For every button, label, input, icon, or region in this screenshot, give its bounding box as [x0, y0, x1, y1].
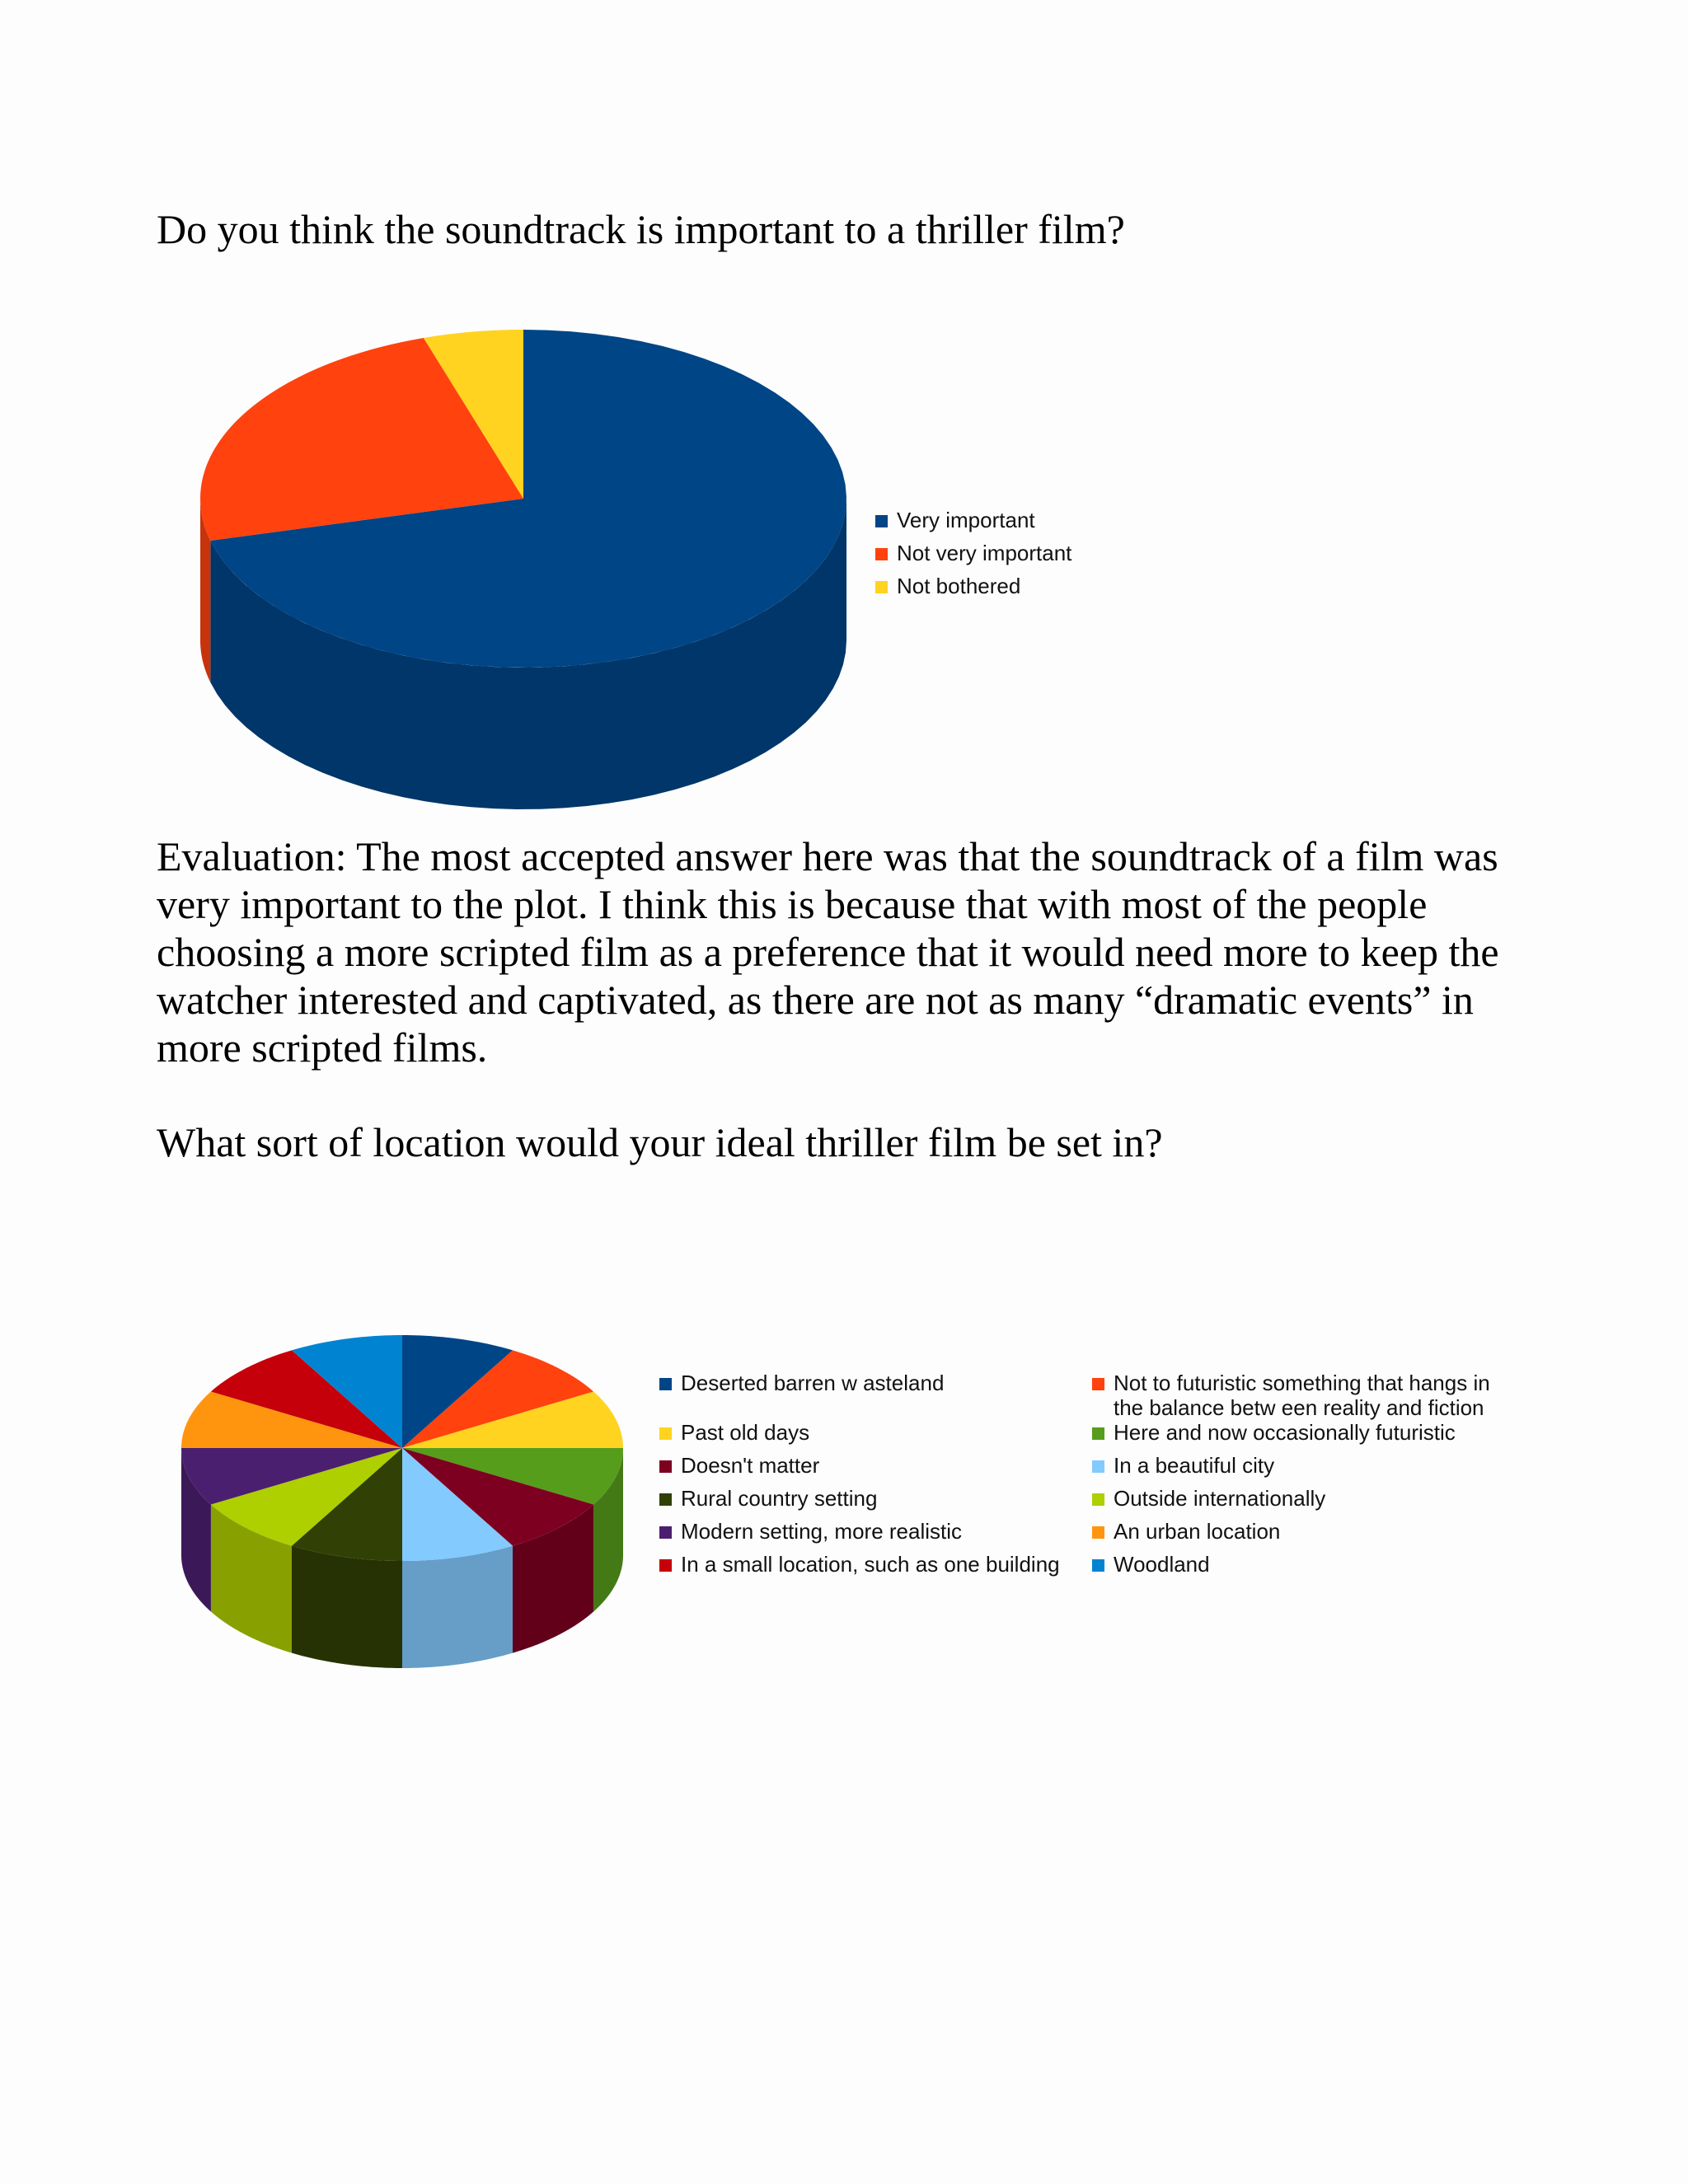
- legend-swatch: [659, 1460, 672, 1473]
- location-pie-chart: [173, 1327, 635, 1673]
- soundtrack-legend: [875, 508, 1071, 607]
- legend-swatch: [875, 581, 888, 593]
- location-legend: [659, 1371, 1521, 1585]
- location-legend-item: [1092, 1519, 1521, 1552]
- legend-swatch: [1092, 1378, 1104, 1390]
- location-legend-item: [1092, 1552, 1521, 1585]
- soundtrack-pie-chart: [190, 326, 849, 820]
- evaluation-paragraph: Evaluation: The most accepted answer here was that the soundtrack of a film was very important to the plot. I think this is because that with most of the people choosing a more scripted film as a preference that it would need more to keep the watcher interested and captivated, as there are not as many “dramatic events” in more scripted films.: [157, 833, 1499, 1071]
- legend-label: Very important: [897, 508, 1035, 532]
- legend-label: Not very important: [897, 541, 1072, 565]
- legend-label: Outside internationally: [1114, 1486, 1326, 1511]
- location-legend-item: [659, 1552, 1092, 1585]
- legend-label: Here and now occasionally futuristic: [1114, 1420, 1456, 1445]
- legend-swatch: [659, 1378, 672, 1390]
- legend-label: Past old days: [681, 1420, 810, 1445]
- location-legend-item: [1092, 1371, 1521, 1420]
- legend-swatch: [875, 515, 888, 527]
- legend-label: In a small location, such as one building: [681, 1552, 1060, 1577]
- location-legend-item: [659, 1486, 1092, 1519]
- legend-swatch: [1092, 1526, 1104, 1539]
- soundtrack-legend-item: [875, 541, 1071, 574]
- legend-label: Woodland: [1114, 1552, 1210, 1577]
- legend-swatch: [875, 548, 888, 560]
- legend-label: Not bothered: [897, 574, 1021, 598]
- legend-label: An urban location: [1114, 1519, 1281, 1544]
- legend-swatch: [659, 1493, 672, 1506]
- location-legend-item: [659, 1371, 1092, 1420]
- legend-swatch: [1092, 1427, 1104, 1440]
- question-soundtrack: Do you think the soundtrack is important to a thriller film?: [157, 206, 1125, 252]
- legend-label: Modern setting, more realistic: [681, 1519, 963, 1544]
- soundtrack-legend-item: [875, 574, 1071, 607]
- location-slice-side-5: [402, 1546, 513, 1668]
- legend-label: Not to futuristic something that hangs in the balance betw een reality and fiction: [1114, 1371, 1490, 1420]
- legend-swatch: [1092, 1460, 1104, 1473]
- legend-swatch: [659, 1559, 672, 1572]
- location-legend-item: [659, 1453, 1092, 1486]
- location-legend-item: [1092, 1420, 1521, 1453]
- legend-label: Rural country setting: [681, 1486, 878, 1511]
- soundtrack-legend-item: [875, 508, 1071, 541]
- legend-swatch: [659, 1526, 672, 1539]
- location-top: [181, 1335, 623, 1561]
- location-slice-side-6: [292, 1546, 402, 1668]
- location-legend-item: [1092, 1453, 1521, 1486]
- legend-label: In a beautiful city: [1114, 1453, 1275, 1478]
- legend-swatch: [1092, 1559, 1104, 1572]
- location-legend-item: [659, 1420, 1092, 1453]
- legend-label: Doesn't matter: [681, 1453, 820, 1478]
- location-legend-item: [659, 1519, 1092, 1552]
- soundtrack-top: [200, 330, 846, 668]
- legend-label: Deserted barren w asteland: [681, 1371, 945, 1395]
- question-location: What sort of location would your ideal thriller film be set in?: [157, 1119, 1163, 1165]
- legend-swatch: [1092, 1493, 1104, 1506]
- location-legend-item: [1092, 1486, 1521, 1519]
- legend-swatch: [659, 1427, 672, 1440]
